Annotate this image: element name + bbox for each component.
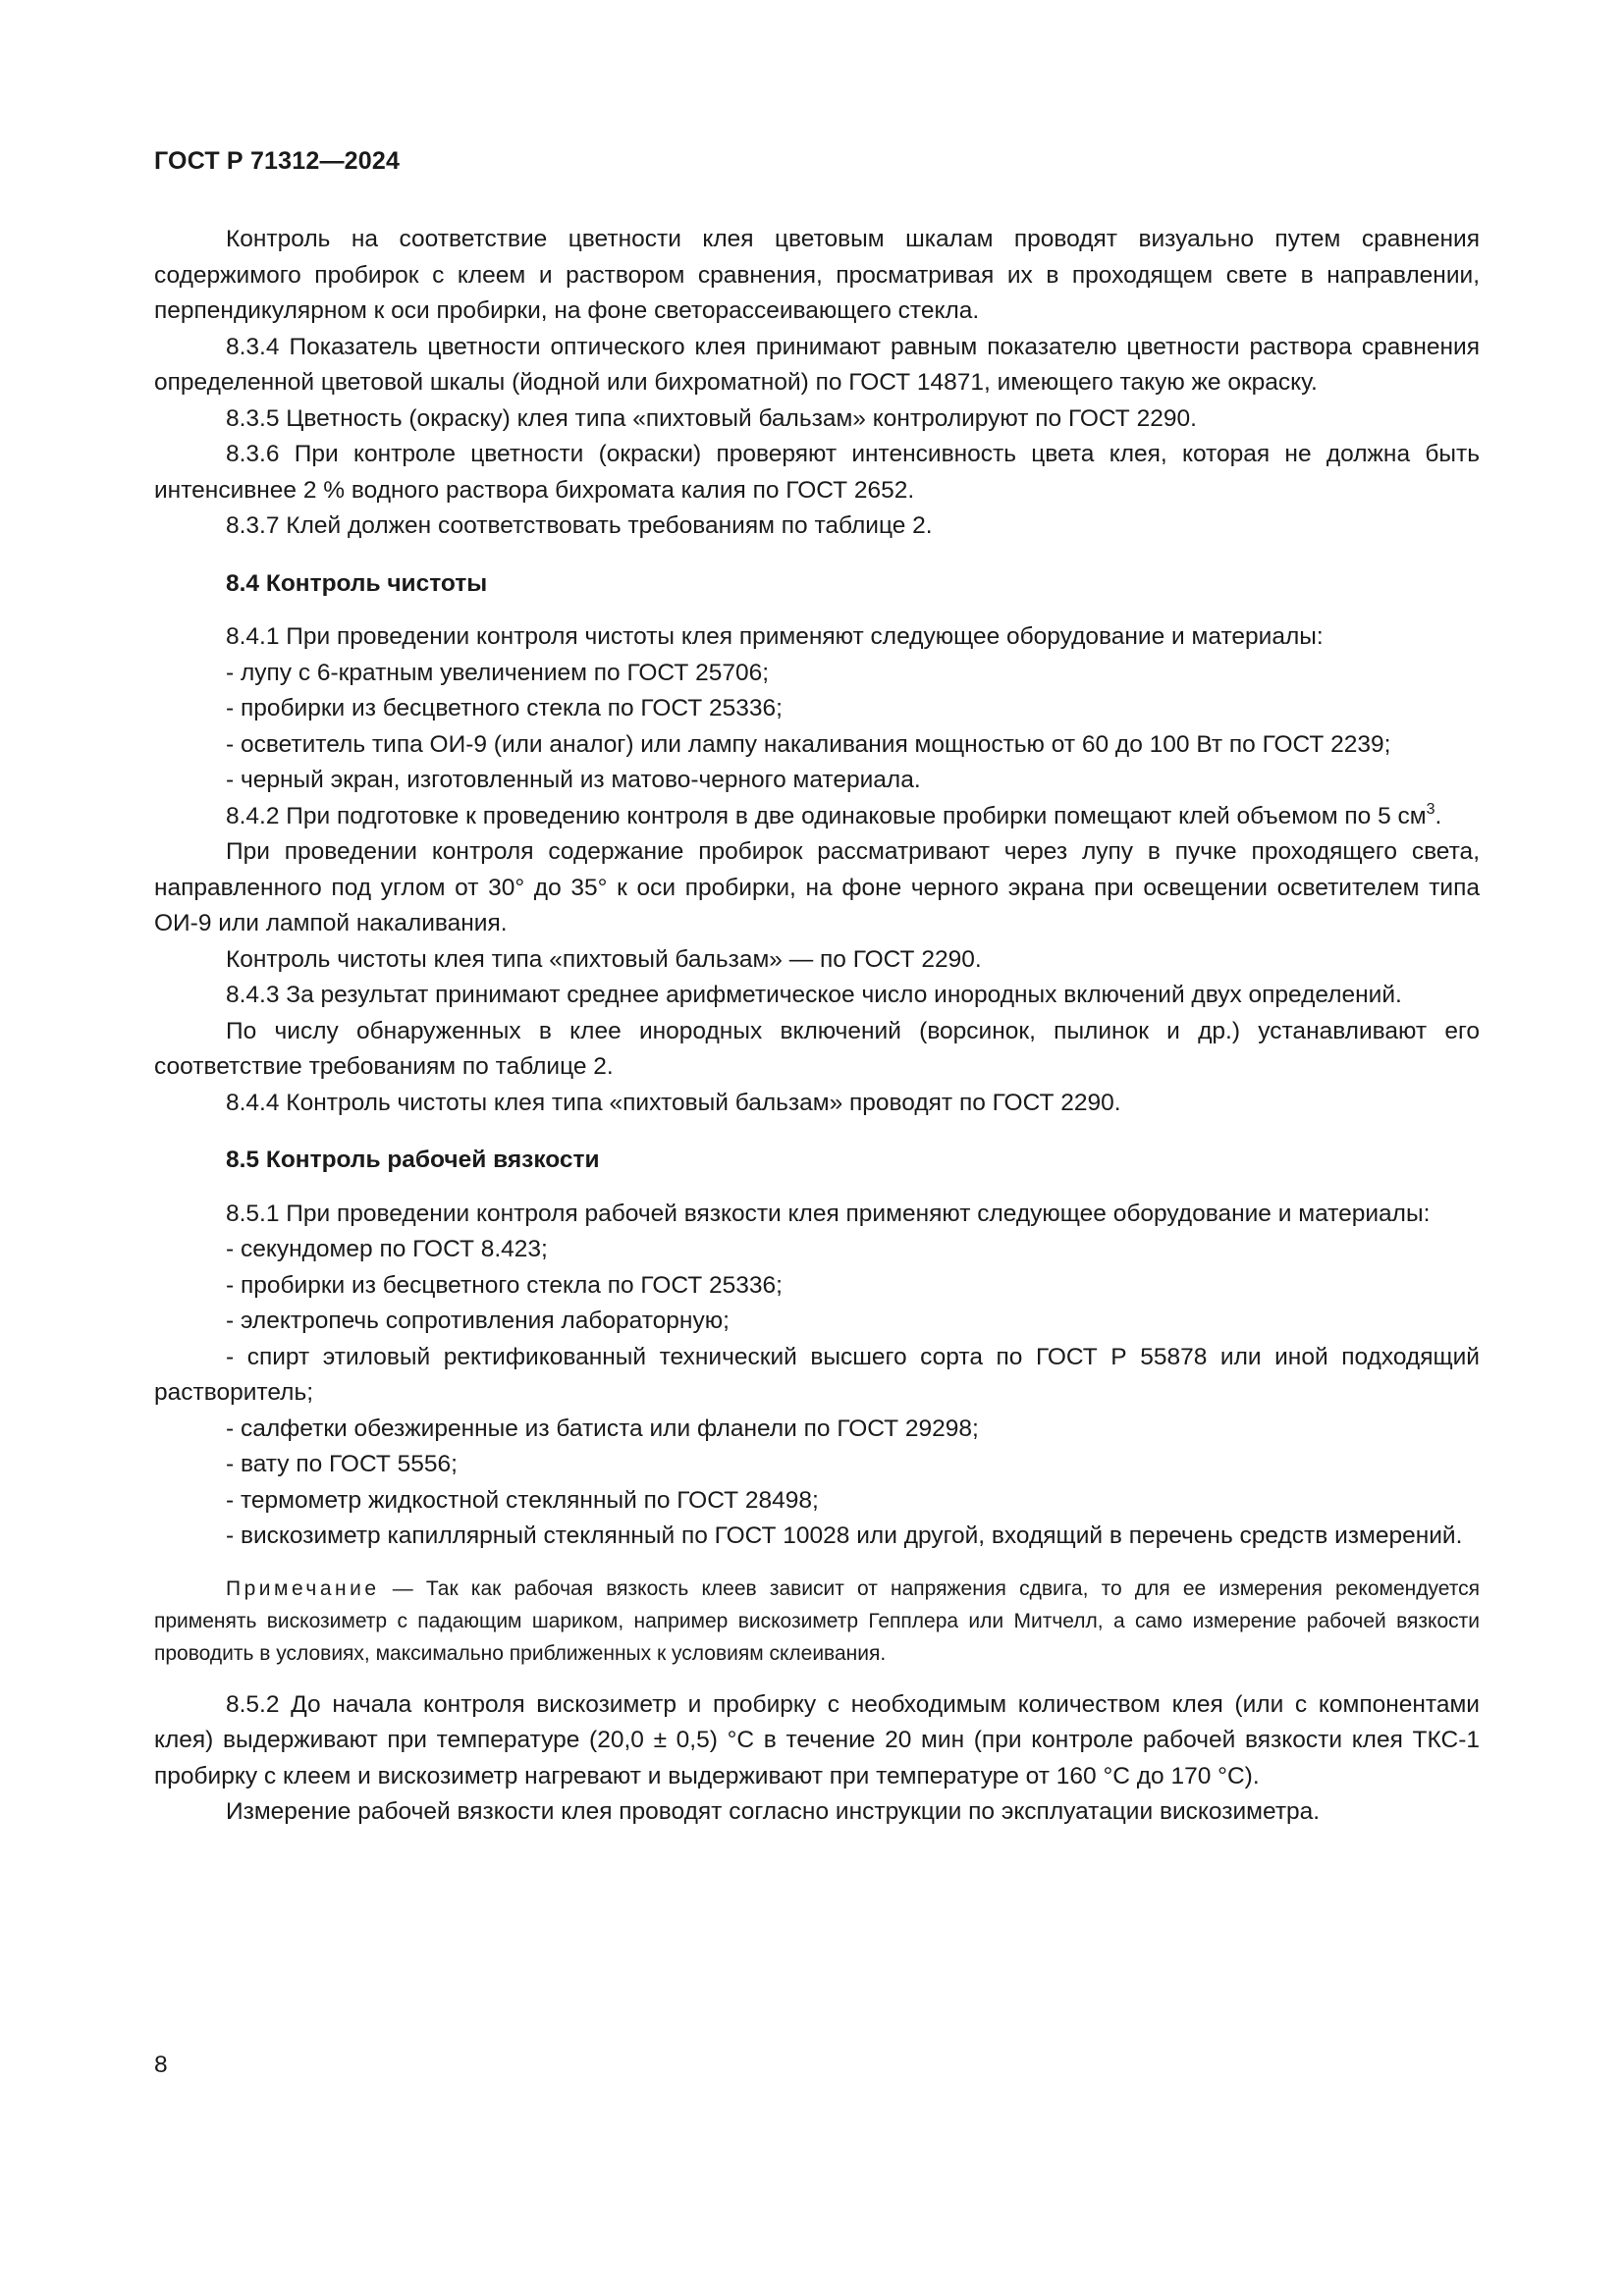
- list-item-thermometer: - термометр жидкостной стеклянный по ГОСТ 28498;: [226, 1486, 819, 1514]
- paragraph-8-4-1: 8.4.1 При проведении контроля чистоты клея применяют следующее оборудование и материалы:: [226, 623, 1324, 650]
- list-item-black-screen: - черный экран, изготовленный из матово-черного материала.: [226, 767, 921, 793]
- paragraph-8-4-2: [154, 799, 1480, 835]
- page-number: 8: [154, 2052, 168, 2078]
- list-item-test-tubes-2: - пробирки из бесцветного стекла по ГОСТ 25336;: [226, 1271, 783, 1299]
- document-code-header: ГОСТ Р 71312—2024: [154, 147, 401, 175]
- list-item-illuminator: - осветитель типа ОИ-9 (или аналог) или лампу накаливания мощностью от 60 до 100 Вт по ГОСТ 2239;: [226, 730, 1391, 758]
- paragraph-8-4-2-end: .: [1435, 802, 1442, 829]
- paragraph-8-3-7: 8.3.7 Клей должен соответствовать требованиям по таблице 2.: [226, 512, 933, 539]
- list-item-viscometer: - вискозиметр капиллярный стеклянный по ГОСТ 10028 или другой, входящий в перечень средств измерений.: [226, 1522, 1463, 1549]
- paragraph-8-3-5: 8.3.5 Цветность (окраску) клея типа «пихтовый бальзам» контролируют по ГОСТ 2290.: [226, 404, 1197, 432]
- paragraph-8-3-6: 8.3.6 При контроле цветности (окраски) проверяют интенсивность цвета клея, которая не должна быть интенсивнее 2 % водного раствора бихромата калия по ГОСТ 2652.: [154, 441, 1480, 504]
- note-label: Примечание: [226, 1576, 380, 1600]
- page-body: [154, 222, 1480, 1831]
- paragraph-8-5-2: 8.5.2 До начала контроля вискозиметр и пробирку с необходимым количеством клея (или с компонентами клея) выдерживают при температуре (20,0 ± 0,5) °С в течение 20 мин (при контроле рабочей вязкости клея ТКС-1 пробирку с клеем и вискозиметр нагревают и выдерживают при температуре от 160 °С до 170 °С).: [154, 1690, 1480, 1789]
- paragraph-8-4-2-fir-balsam: Контроль чистоты клея типа «пихтовый бальзам» — по ГОСТ 2290.: [226, 945, 982, 973]
- paragraph-8-4-4: 8.4.4 Контроль чистоты клея типа «пихтовый бальзам» проводят по ГОСТ 2290.: [226, 1089, 1121, 1116]
- paragraph-8-4-3-inclusions: По числу обнаруженных в клее инородных включений (ворсинок, пылинок и др.) устанавливают его соответствие требованиям по таблице 2.: [154, 1017, 1480, 1080]
- paragraph-8-5-2-measurement: Измерение рабочей вязкости клея проводят согласно инструкции по эксплуатации вискозиметра.: [226, 1798, 1321, 1825]
- note-block: [154, 1573, 1480, 1670]
- list-item-test-tubes: - пробирки из бесцветного стекла по ГОСТ 25336;: [226, 695, 783, 721]
- section-heading-8-4: 8.4 Контроль чистоты: [226, 569, 488, 597]
- paragraph-8-4-3: 8.4.3 За результат принимают среднее арифметическое число инородных включений двух определений.: [226, 982, 1402, 1008]
- list-item-magnifier: - лупу с 6-кратным увеличением по ГОСТ 25706;: [226, 659, 770, 686]
- list-item-electric-furnace: - электропечь сопротивления лабораторную;: [226, 1308, 730, 1334]
- section-heading-8-5: 8.5 Контроль рабочей вязкости: [226, 1147, 600, 1173]
- note-text: — Так как рабочая вязкость клеев зависит от напряжения сдвига, то для ее измерения рекомендуется применять вискозиметр с падающим шариком, например вискозиметр Гепплера или Митчелл, а само измерение рабочей вязкости проводить в условиях, максимально приближенных к условиям склеивания.: [154, 1576, 1480, 1665]
- paragraph-color-control: Контроль на соответствие цветности клея цветовым шкалам проводят визуально путем сравнения содержимого пробирок с клеем и раствором сравнения, просматривая их в проходящем свете в направлении, перпендикулярном к оси пробирки, на фоне светорассеивающего стекла.: [154, 226, 1480, 324]
- list-item-stopwatch: - секундомер по ГОСТ 8.423;: [226, 1236, 548, 1262]
- paragraph-8-5-1: 8.5.1 При проведении контроля рабочей вязкости клея применяют следующее оборудование и материалы:: [226, 1200, 1431, 1227]
- paragraph-8-4-2-observation: При проведении контроля содержание пробирок рассматривают через лупу в пучке проходящего света, направленного под углом от 30° до 35° к оси пробирки, на фоне черного экрана при освещении осветителем типа ОИ-9 или лампой накаливания.: [154, 838, 1480, 936]
- paragraph-8-4-2-text: 8.4.2 При подготовке к проведению контроля в две одинаковые пробирки помещают клей объемом по 5 см: [226, 802, 1427, 829]
- list-item-napkins: - салфетки обезжиренные из батиста или фланели по ГОСТ 29298;: [226, 1415, 979, 1442]
- paragraph-8-3-4: 8.3.4 Показатель цветности оптического клея принимают равным показателю цветности раствора сравнения определенной цветовой шкалы (йодной или бихроматной) по ГОСТ 14871, имеющего такую же окраску.: [154, 333, 1480, 396]
- list-item-cotton-wool: - вату по ГОСТ 5556;: [226, 1451, 458, 1477]
- superscript-cubic: 3: [1426, 800, 1435, 818]
- list-item-ethyl-alcohol: - спирт этиловый ректификованный технический высшего сорта по ГОСТ Р 55878 или иной подходящий растворитель;: [154, 1343, 1480, 1406]
